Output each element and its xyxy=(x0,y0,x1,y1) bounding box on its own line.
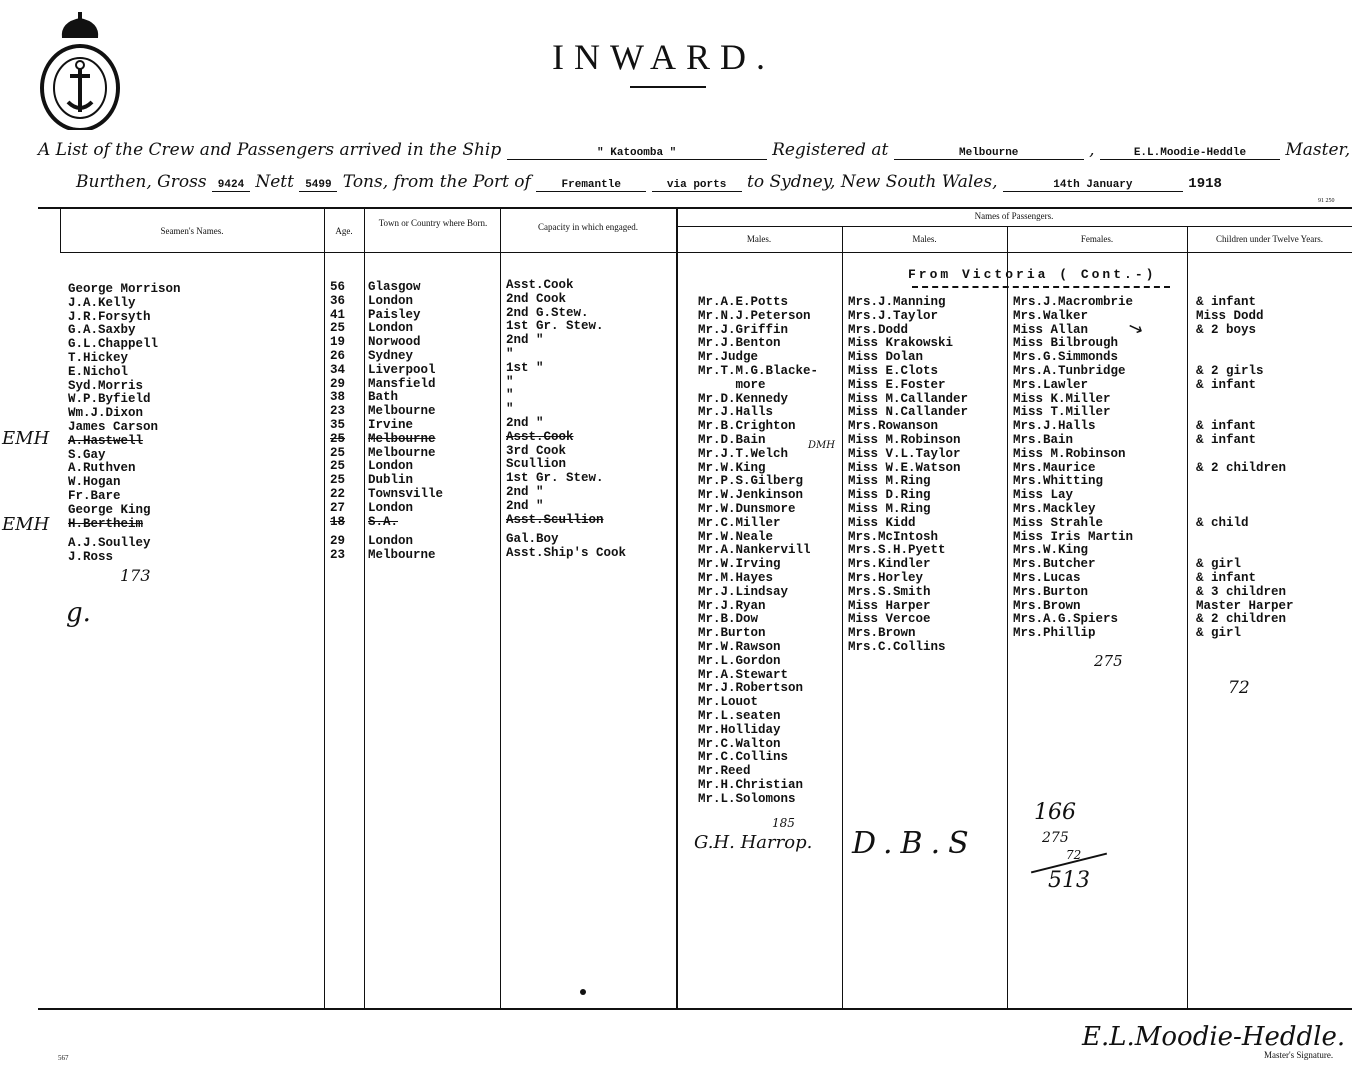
passenger-child: & child xyxy=(1196,515,1249,530)
col-head-age: Age. xyxy=(335,226,353,236)
passenger-male: Mr.Holliday xyxy=(698,722,781,737)
passenger-child: Master Harper xyxy=(1196,598,1294,613)
crew-town: Melbourne xyxy=(368,548,436,563)
table-top-rule xyxy=(38,207,1352,209)
passenger-female: Mrs.W.King xyxy=(1013,543,1089,558)
crew-capacity: 2nd " xyxy=(506,498,544,513)
passenger-female: Mrs.Maurice xyxy=(1013,460,1096,475)
crew-town: Sydney xyxy=(368,348,414,363)
passenger-female: Mrs.Phillip xyxy=(1013,626,1096,641)
passenger-male-2: Mrs.S.H.Pyett xyxy=(848,543,946,558)
passenger-child: & 2 girls xyxy=(1196,363,1264,378)
passenger-female: Mrs.Burton xyxy=(1013,584,1089,599)
passenger-child xyxy=(1196,448,1294,462)
passenger-female: Miss Iris Martin xyxy=(1013,529,1134,544)
crew-name: W.Hogan xyxy=(68,475,121,490)
crew-age: 25 xyxy=(330,459,346,474)
header-line-2 xyxy=(76,172,1222,192)
passenger-child: & infant xyxy=(1196,419,1257,434)
crew-name: George Morrison xyxy=(68,282,181,296)
passenger-male: Mr.Reed xyxy=(698,764,751,779)
passenger-female: Miss K.Miller xyxy=(1013,391,1111,406)
passenger-child: & infant xyxy=(1196,570,1257,585)
col-divider-capacity xyxy=(500,209,501,1008)
passenger-child xyxy=(1196,503,1294,517)
passenger-child xyxy=(1196,544,1294,558)
passenger-child: & infant xyxy=(1196,377,1257,392)
crew-age: 27 xyxy=(330,500,346,515)
passenger-male-2: Miss V.L.Taylor xyxy=(848,446,961,461)
handwritten-dbs: D.B.S xyxy=(852,826,977,861)
passenger-male: Mr.J.Griffin xyxy=(698,322,789,337)
passenger-female: Mrs.Whitting xyxy=(1013,474,1104,489)
passenger-female: Mrs.Bain xyxy=(1013,432,1074,447)
passenger-child: & 2 boys xyxy=(1196,322,1257,337)
passenger-male-2: Miss W.E.Watson xyxy=(848,460,961,475)
col-head-females: Females. xyxy=(1080,234,1114,244)
header-line-1: A List of the Crew and Passengers arrived in the Ship " Katoomba " Registered at Melbourne , E.L.Moodie-Heddle Master, xyxy=(38,140,1351,160)
passenger-male: Mr.W.Irving xyxy=(698,557,781,572)
passenger-male: Mr.J.Ryan xyxy=(698,598,766,613)
passenger-male: Mr.N.J.Peterson xyxy=(698,308,811,323)
registered-label: Registered at xyxy=(772,140,889,160)
passenger-male: Mr.W.Neale xyxy=(698,529,774,544)
crew-capacity: 2nd G.Stew. xyxy=(506,305,589,320)
passenger-child xyxy=(1196,475,1294,489)
crew-name: T.Hickey xyxy=(68,350,129,365)
passenger-male: Mr.B.Crighton xyxy=(698,419,796,434)
col-divider-males2 xyxy=(842,227,843,1008)
passenger-male-2: Miss M.Robinson xyxy=(848,432,961,447)
page-number: 567 xyxy=(58,1054,69,1062)
crew-name: G.A.Saxby xyxy=(68,323,136,338)
passenger-male: Mr.A.Nankervill xyxy=(698,543,811,558)
via-ports: via ports xyxy=(652,179,742,192)
handwritten-tally-1: 166 xyxy=(1034,800,1076,825)
crew-town: S.A. xyxy=(368,514,399,529)
passenger-female: Mrs.G.Simmonds xyxy=(1013,350,1119,365)
header-bottom-rule-right xyxy=(676,252,1352,253)
passenger-male-2: Mrs.Brown xyxy=(848,626,916,641)
crew-age: 29 xyxy=(330,534,346,549)
passenger-male-2: Mrs.Dodd xyxy=(848,322,909,337)
crew-age: 22 xyxy=(330,486,346,501)
handwritten-tally-total: 513 xyxy=(1048,868,1090,893)
passenger-male: Mr.W.King xyxy=(698,460,766,475)
crew-age: 36 xyxy=(330,293,346,308)
crew-name: W.P.Byfield xyxy=(68,392,151,407)
crew-age: 25 xyxy=(330,431,346,446)
crew-name: S.Gay xyxy=(68,447,106,462)
crew-age: 26 xyxy=(330,348,346,363)
passenger-male-2: Miss Krakowski xyxy=(848,336,954,351)
passenger-child: & girl xyxy=(1196,626,1242,641)
col-head-passengers: Names of Passengers. xyxy=(974,211,1054,221)
col-head-seamen: Seamen's Names. xyxy=(160,226,224,236)
handwritten-crew-mark: g. xyxy=(66,598,91,628)
passenger-male-2: Miss Harper xyxy=(848,598,931,613)
passenger-male: Mr.B.Dow xyxy=(698,612,759,627)
col-head-children: Children under Twelve Years. xyxy=(1216,234,1323,244)
master-label: Master, xyxy=(1285,140,1351,160)
crew-town: Melbourne xyxy=(368,404,436,419)
crew-town: London xyxy=(368,534,414,549)
crew-capacity: 2nd " xyxy=(506,333,544,348)
passengers-males-1-column xyxy=(698,296,818,806)
crew-capacity: 1st Gr. Stew. xyxy=(506,319,604,334)
passenger-male: Mr.D.Bain xyxy=(698,432,766,447)
passenger-child xyxy=(1196,337,1294,351)
crew-age: 18 xyxy=(330,514,346,529)
passenger-male: Mr.Judge xyxy=(698,350,759,365)
passenger-child xyxy=(1196,406,1294,420)
crew-capacity: Asst.Scullion xyxy=(506,512,604,527)
passenger-female: Mrs.J.Macrombrie xyxy=(1013,295,1134,309)
passenger-male-2: Mrs.J.Taylor xyxy=(848,308,939,323)
passenger-male-2: Mrs.McIntosh xyxy=(848,529,939,544)
handwritten-dmh: DMH xyxy=(808,440,835,451)
passenger-male-2: Mrs.J.Manning xyxy=(848,295,946,309)
arrival-date: 14th January xyxy=(1003,179,1183,192)
crew-town: Norwood xyxy=(368,335,421,350)
crew-town: Liverpool xyxy=(368,362,436,377)
handwritten-harrop-number: 185 xyxy=(772,816,795,830)
section-heading: From Victoria ( Cont.-) xyxy=(908,267,1157,282)
arrow-mark: → xyxy=(1124,315,1147,342)
crew-name: A.Hastwell xyxy=(68,433,144,448)
passenger-female: Miss Lay xyxy=(1013,488,1074,503)
passenger-male: Mr.J.Halls xyxy=(698,405,774,420)
crew-name: A.J.Soulley xyxy=(68,536,151,551)
header-bottom-rule-left xyxy=(60,252,676,253)
crew-age: 23 xyxy=(330,404,346,419)
crew-name: J.A.Kelly xyxy=(68,295,136,310)
passenger-female: Mrs.Brown xyxy=(1013,598,1081,613)
passenger-child xyxy=(1196,351,1294,365)
crew-name: Fr.Bare xyxy=(68,488,121,503)
crew-names-column xyxy=(68,283,181,565)
shipping-master-seal-logo xyxy=(38,10,122,130)
crew-capacity: " xyxy=(506,374,514,389)
crew-town: London xyxy=(368,321,414,336)
passenger-child: & 2 children xyxy=(1196,612,1287,627)
passenger-male-2: Miss Kidd xyxy=(848,515,916,530)
crew-name: G.L.Chappell xyxy=(68,337,159,352)
crew-towns-column xyxy=(368,281,443,563)
crew-town: Melbourne xyxy=(368,445,436,460)
col-head-males-1: Males. xyxy=(746,234,772,244)
passengers-females-column xyxy=(1013,296,1133,641)
handwritten-children-count: 72 xyxy=(1228,678,1250,698)
handwritten-tally-2: 275 xyxy=(1042,830,1069,846)
crew-age: 56 xyxy=(330,280,346,294)
passenger-male-2: Mrs.Horley xyxy=(848,570,924,585)
passenger-male-2: Miss D.Ring xyxy=(848,488,931,503)
col-head-town: Town or Country where Born. xyxy=(378,218,488,228)
gross-tonnage: 9424 xyxy=(212,179,250,192)
passenger-male-2: Miss Vercoe xyxy=(848,612,931,627)
crew-name: J.R.Forsyth xyxy=(68,309,151,324)
passenger-male-2: Miss M.Callander xyxy=(848,391,969,406)
crew-name: E.Nichol xyxy=(68,364,129,379)
form-number: 91 250 xyxy=(1318,198,1335,204)
passenger-female: Miss T.Miller xyxy=(1013,405,1111,420)
passenger-male: Mr.H.Christian xyxy=(698,777,804,792)
col-divider-females xyxy=(1007,227,1008,1008)
crew-name: Wm.J.Dixon xyxy=(68,406,144,421)
passenger-male: Mr.A.Stewart xyxy=(698,667,789,682)
passenger-male: Mr.P.S.Gilberg xyxy=(698,474,804,489)
passenger-male-2: Mrs.S.Smith xyxy=(848,584,931,599)
crew-ages-column xyxy=(330,281,345,563)
col-divider-children xyxy=(1187,227,1188,1008)
handwritten-crew-count: 173 xyxy=(120,566,151,585)
passenger-male: Mr.Burton xyxy=(698,626,766,641)
crew-age: 23 xyxy=(330,548,346,563)
title-ornament xyxy=(630,86,706,88)
crew-age: 35 xyxy=(330,417,346,432)
crew-capacity: " xyxy=(506,402,514,417)
passenger-female: Mrs.Lucas xyxy=(1013,570,1081,585)
crew-capacity: " xyxy=(506,388,514,403)
crew-town: Dublin xyxy=(368,473,414,488)
col-divider-age xyxy=(324,209,325,1008)
passenger-male: Mr.W.Dunsmore xyxy=(698,501,796,516)
crew-age: 19 xyxy=(330,335,346,350)
crew-capacity: Asst.Cook xyxy=(506,429,574,444)
passenger-child xyxy=(1196,531,1294,545)
crew-capacity: 2nd Cook xyxy=(506,291,567,306)
passenger-male: Mr.J.Robertson xyxy=(698,681,804,696)
master-name: E.L.Moodie-Heddle xyxy=(1100,147,1280,160)
crew-town: London xyxy=(368,459,414,474)
burthen-label: Burthen, Gross xyxy=(76,172,207,192)
passenger-male: Mr.C.Walton xyxy=(698,736,781,751)
master-signature: E.L.Moodie-Heddle. xyxy=(1082,1022,1346,1052)
to-label: to Sydney, New South Wales, xyxy=(747,172,998,192)
passenger-male-2: Miss N.Callander xyxy=(848,405,969,420)
crew-town: Irvine xyxy=(368,417,414,432)
crew-name: Syd.Morris xyxy=(68,378,144,393)
crew-age: 25 xyxy=(330,321,346,336)
passenger-female: Miss M.Robinson xyxy=(1013,446,1126,461)
crew-age: 25 xyxy=(330,473,346,488)
crew-name: J.Ross xyxy=(68,550,114,565)
document-title: INWARD. xyxy=(552,37,775,77)
nett-label: Nett xyxy=(255,172,294,192)
handwritten-tally-3: 72 xyxy=(1066,848,1082,862)
passenger-female: Mrs.J.Halls xyxy=(1013,419,1096,434)
crew-age: 34 xyxy=(330,362,346,377)
passenger-female: Miss Bilbrough xyxy=(1013,336,1119,351)
passenger-child xyxy=(1196,489,1294,503)
passenger-female: Mrs.A.G.Spiers xyxy=(1013,612,1119,627)
passenger-child: & girl xyxy=(1196,557,1242,572)
crew-town: Bath xyxy=(368,390,399,405)
handwritten-initials-2: EMH xyxy=(2,514,50,535)
passenger-male: Mr.J.Lindsay xyxy=(698,584,789,599)
passenger-child: & infant xyxy=(1196,432,1257,447)
crew-town: Melbourne xyxy=(368,431,436,446)
crew-capacity: " xyxy=(506,346,514,361)
passenger-male: Mr.C.Miller xyxy=(698,515,781,530)
passenger-female: Mrs.Mackley xyxy=(1013,501,1096,516)
crew-capacity: 2nd " xyxy=(506,415,544,430)
crew-town: Mansfield xyxy=(368,376,436,391)
passenger-male: Mr.W.Rawson xyxy=(698,639,781,654)
passenger-female: Miss Allan xyxy=(1013,322,1089,337)
year: 1918 xyxy=(1188,176,1222,192)
from-port: Fremantle xyxy=(536,179,646,192)
passenger-male: Mr.J.Benton xyxy=(698,336,781,351)
crew-capacity-column xyxy=(506,279,626,561)
passenger-male: Mr.A.E.Potts xyxy=(698,295,789,309)
crew-town: London xyxy=(368,500,414,515)
passenger-male-2: Mrs.Kindler xyxy=(848,557,931,572)
ink-dot xyxy=(580,989,586,995)
crew-capacity: 1st " xyxy=(506,360,544,375)
master-signature-label: Master's Signature. xyxy=(1264,1050,1334,1060)
list-intro: A List of the Crew and Passengers arrived in the Ship xyxy=(38,140,502,160)
col-divider-town xyxy=(364,209,365,1008)
passenger-subhead-rule xyxy=(676,226,1352,227)
crew-capacity: 1st Gr. Stew. xyxy=(506,471,604,486)
passenger-female: Mrs.Lawler xyxy=(1013,377,1089,392)
passenger-child xyxy=(1196,393,1294,407)
passenger-male: Mr.L.seaten xyxy=(698,708,781,723)
passenger-female: Miss Strahle xyxy=(1013,515,1104,530)
crew-capacity: 2nd " xyxy=(506,484,544,499)
crew-capacity: Gal.Boy xyxy=(506,532,559,547)
table-bottom-rule xyxy=(38,1008,1352,1010)
crew-capacity: Asst.Cook xyxy=(506,278,574,292)
crew-age: 25 xyxy=(330,445,346,460)
passenger-male-2: Miss E.Foster xyxy=(848,377,946,392)
passenger-male-2: Miss M.Ring xyxy=(848,501,931,516)
col-head-males-2: Males. xyxy=(912,234,937,244)
passenger-male-2: Mrs.C.Collins xyxy=(848,639,946,654)
crew-capacity: Scullion xyxy=(506,457,567,472)
passenger-female: Mrs.Walker xyxy=(1013,308,1089,323)
passenger-male: Mr.T.M.G.Blacke- xyxy=(698,363,819,378)
crew-town: Townsville xyxy=(368,486,444,501)
passenger-male: Mr.L.Gordon xyxy=(698,653,781,668)
crew-capacity: Asst.Ship's Cook xyxy=(506,546,627,561)
col-head-capacity: Capacity in which engaged. xyxy=(538,222,638,232)
passenger-male: Mr.J.T.Welch xyxy=(698,446,789,461)
passenger-child: & infant xyxy=(1196,295,1257,309)
col-divider-passengers xyxy=(676,209,678,1008)
crew-age: 41 xyxy=(330,307,346,322)
crew-name: H.Bertheim xyxy=(68,516,144,531)
registered-port: Melbourne xyxy=(894,147,1084,160)
passenger-male: Mr.Louot xyxy=(698,695,759,710)
crew-name: James Carson xyxy=(68,419,159,434)
passenger-male: Mr.M.Hayes xyxy=(698,570,774,585)
crew-age: 29 xyxy=(330,376,346,391)
passenger-female: Mrs.Butcher xyxy=(1013,557,1096,572)
ship-name: " Katoomba " xyxy=(507,147,767,160)
passenger-male-2: Miss Dolan xyxy=(848,350,924,365)
handwritten-females-count: 275 xyxy=(1094,652,1123,670)
crew-age: 38 xyxy=(330,390,346,405)
passenger-male-2: Miss E.Clots xyxy=(848,363,939,378)
handwritten-initials-1: EMH xyxy=(2,428,50,449)
passenger-male: Mr.C.Collins xyxy=(698,750,789,765)
section-heading-underline xyxy=(912,286,1170,288)
crew-name: A.Ruthven xyxy=(68,461,136,476)
passenger-child: & 3 children xyxy=(1196,584,1287,599)
crew-town: Paisley xyxy=(368,307,421,322)
passenger-male: Mr.D.Kennedy xyxy=(698,391,789,406)
passenger-male-2: Mrs.Rowanson xyxy=(848,419,939,434)
tons-label: Tons, from the Port of xyxy=(342,172,531,192)
passengers-males-2-column xyxy=(848,296,968,655)
passenger-male: Mr.W.Jenkinson xyxy=(698,488,804,503)
crew-name: George King xyxy=(68,502,151,517)
crew-town: London xyxy=(368,293,414,308)
passenger-male: Mr.L.Solomons xyxy=(698,791,796,806)
passenger-child: & 2 children xyxy=(1196,460,1287,475)
passenger-male-2: Miss M.Ring xyxy=(848,474,931,489)
passenger-male: more xyxy=(698,377,766,392)
nett-tonnage: 5499 xyxy=(299,179,337,192)
passenger-female: Mrs.A.Tunbridge xyxy=(1013,363,1126,378)
crew-town: Glasgow xyxy=(368,280,421,294)
handwritten-harrop: G.H. Harrop. xyxy=(694,832,813,853)
passengers-children-column xyxy=(1196,296,1294,641)
crew-capacity: 3rd Cook xyxy=(506,443,567,458)
passenger-child: Miss Dodd xyxy=(1196,308,1264,323)
